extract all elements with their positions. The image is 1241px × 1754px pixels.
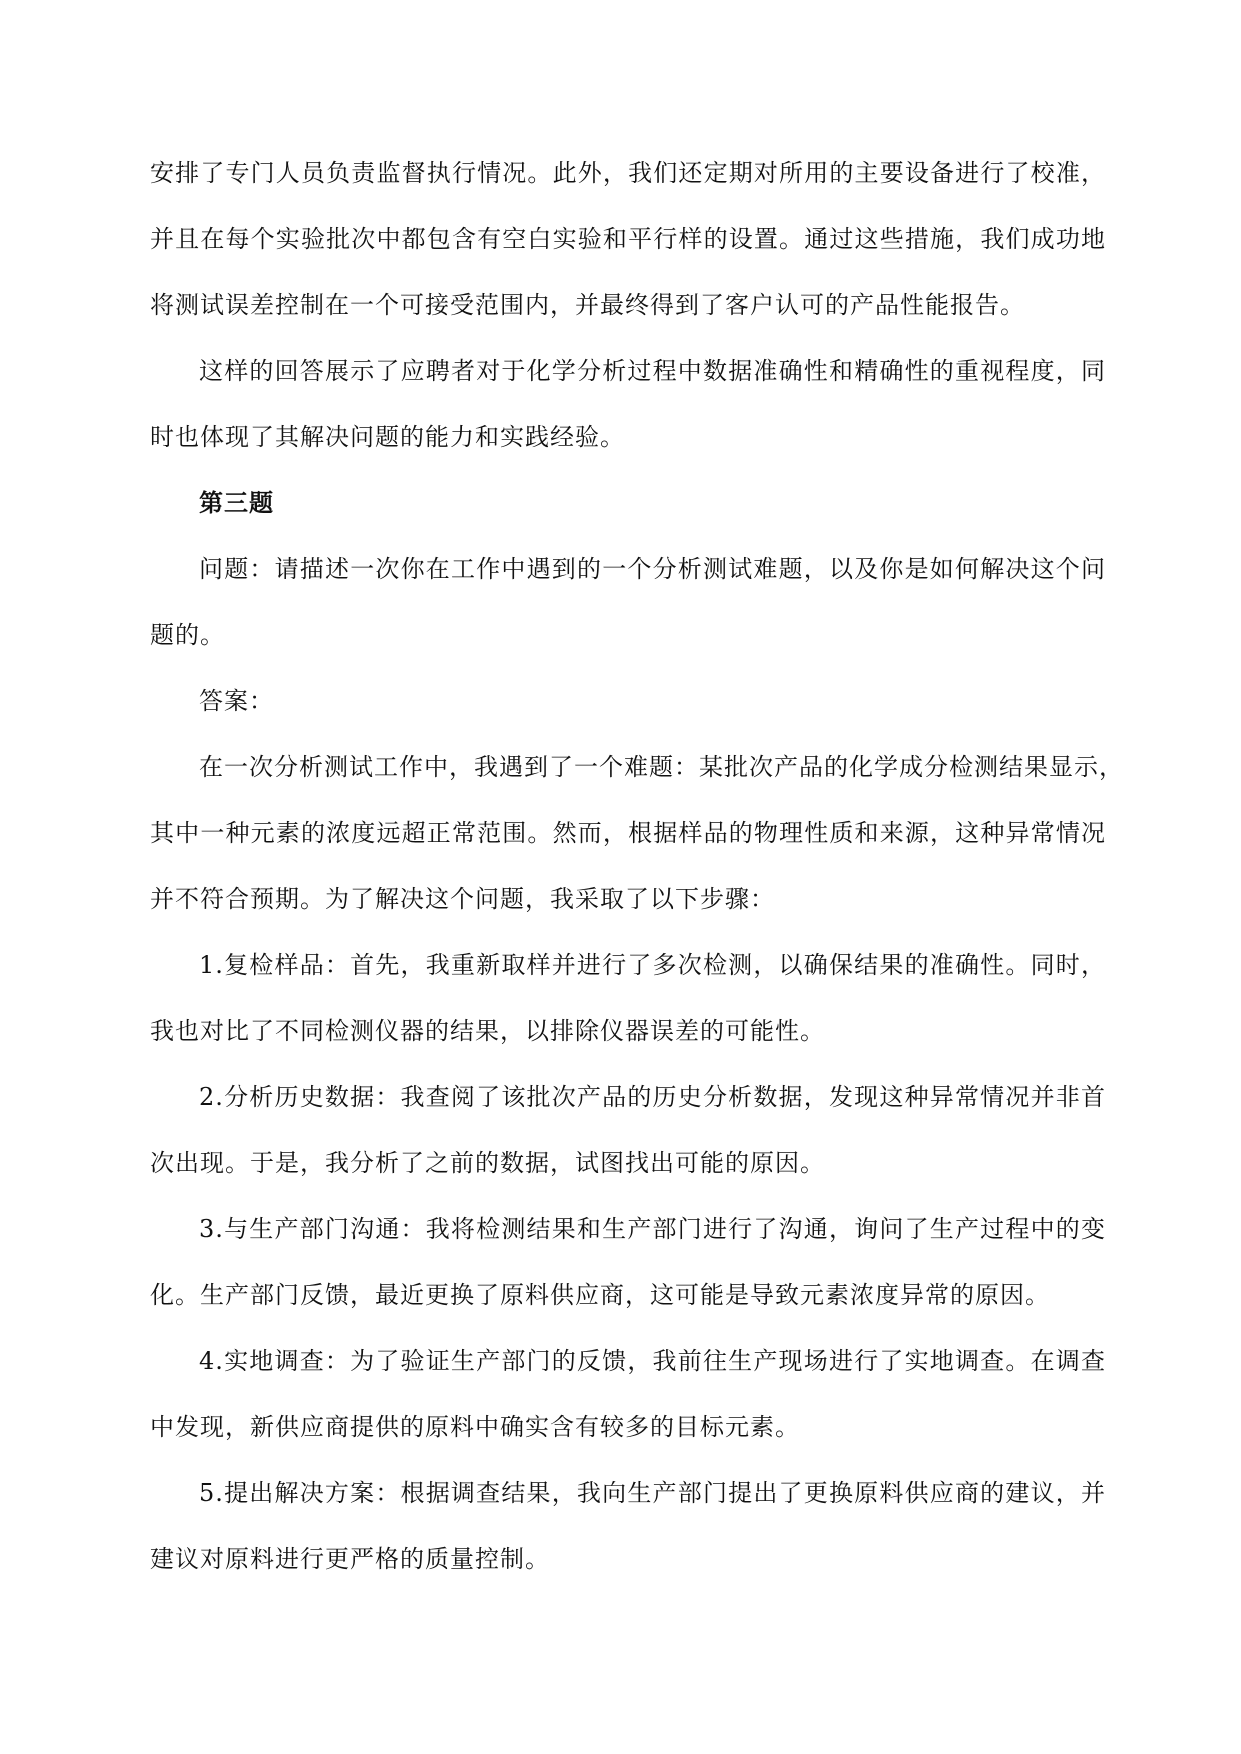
question-line: 题的。 bbox=[150, 621, 225, 649]
step-line: 3.与生产部门沟通：我将检测结果和生产部门进行了沟通，询问了生产过程中的变 bbox=[199, 1215, 1106, 1243]
question-line: 问题：请描述一次你在工作中遇到的一个分析测试难题，以及你是如何解决这个问 bbox=[199, 555, 1106, 583]
step-line: 4.实地调查：为了验证生产部门的反馈，我前往生产现场进行了实地调查。在调查 bbox=[199, 1347, 1106, 1375]
answer-label: 答案： bbox=[199, 687, 274, 715]
step-line: 建议对原料进行更严格的质量控制。 bbox=[150, 1545, 550, 1573]
step-line: 1.复检样品：首先，我重新取样并进行了多次检测，以确保结果的准确性。同时， bbox=[199, 951, 1106, 979]
paragraph-line: 安排了专门人员负责监督执行情况。此外，我们还定期对所用的主要设备进行了校准， bbox=[150, 159, 1106, 187]
step-line: 次出现。于是，我分析了之前的数据，试图找出可能的原因。 bbox=[150, 1149, 825, 1177]
paragraph-line: 并不符合预期。为了解决这个问题，我采取了以下步骤： bbox=[150, 885, 775, 913]
paragraph-line: 这样的回答展示了应聘者对于化学分析过程中数据准确性和精确性的重视程度，同 bbox=[199, 357, 1106, 385]
paragraph-line: 在一次分析测试工作中，我遇到了一个难题：某批次产品的化学成分检测结果显示， bbox=[199, 753, 1124, 781]
step-line: 中发现，新供应商提供的原料中确实含有较多的目标元素。 bbox=[150, 1413, 800, 1441]
section-heading: 第三题 bbox=[199, 488, 274, 517]
step-line: 化。生产部门反馈，最近更换了原料供应商，这可能是导致元素浓度异常的原因。 bbox=[150, 1281, 1050, 1309]
step-line: 2.分析历史数据：我查阅了该批次产品的历史分析数据，发现这种异常情况并非首 bbox=[199, 1083, 1106, 1111]
step-line: 我也对比了不同检测仪器的结果，以排除仪器误差的可能性。 bbox=[150, 1017, 825, 1045]
document-page bbox=[150, 140, 1124, 1592]
paragraph-line: 其中一种元素的浓度远超正常范围。然而，根据样品的物理性质和来源，这种异常情况 bbox=[150, 819, 1106, 847]
paragraph-line: 并且在每个实验批次中都包含有空白实验和平行样的设置。通过这些措施，我们成功地 bbox=[150, 225, 1106, 253]
paragraph-line: 时也体现了其解决问题的能力和实践经验。 bbox=[150, 423, 625, 451]
step-line: 5.提出解决方案：根据调查结果，我向生产部门提出了更换原料供应商的建议，并 bbox=[199, 1479, 1106, 1507]
paragraph-line: 将测试误差控制在一个可接受范围内，并最终得到了客户认可的产品性能报告。 bbox=[150, 291, 1025, 319]
